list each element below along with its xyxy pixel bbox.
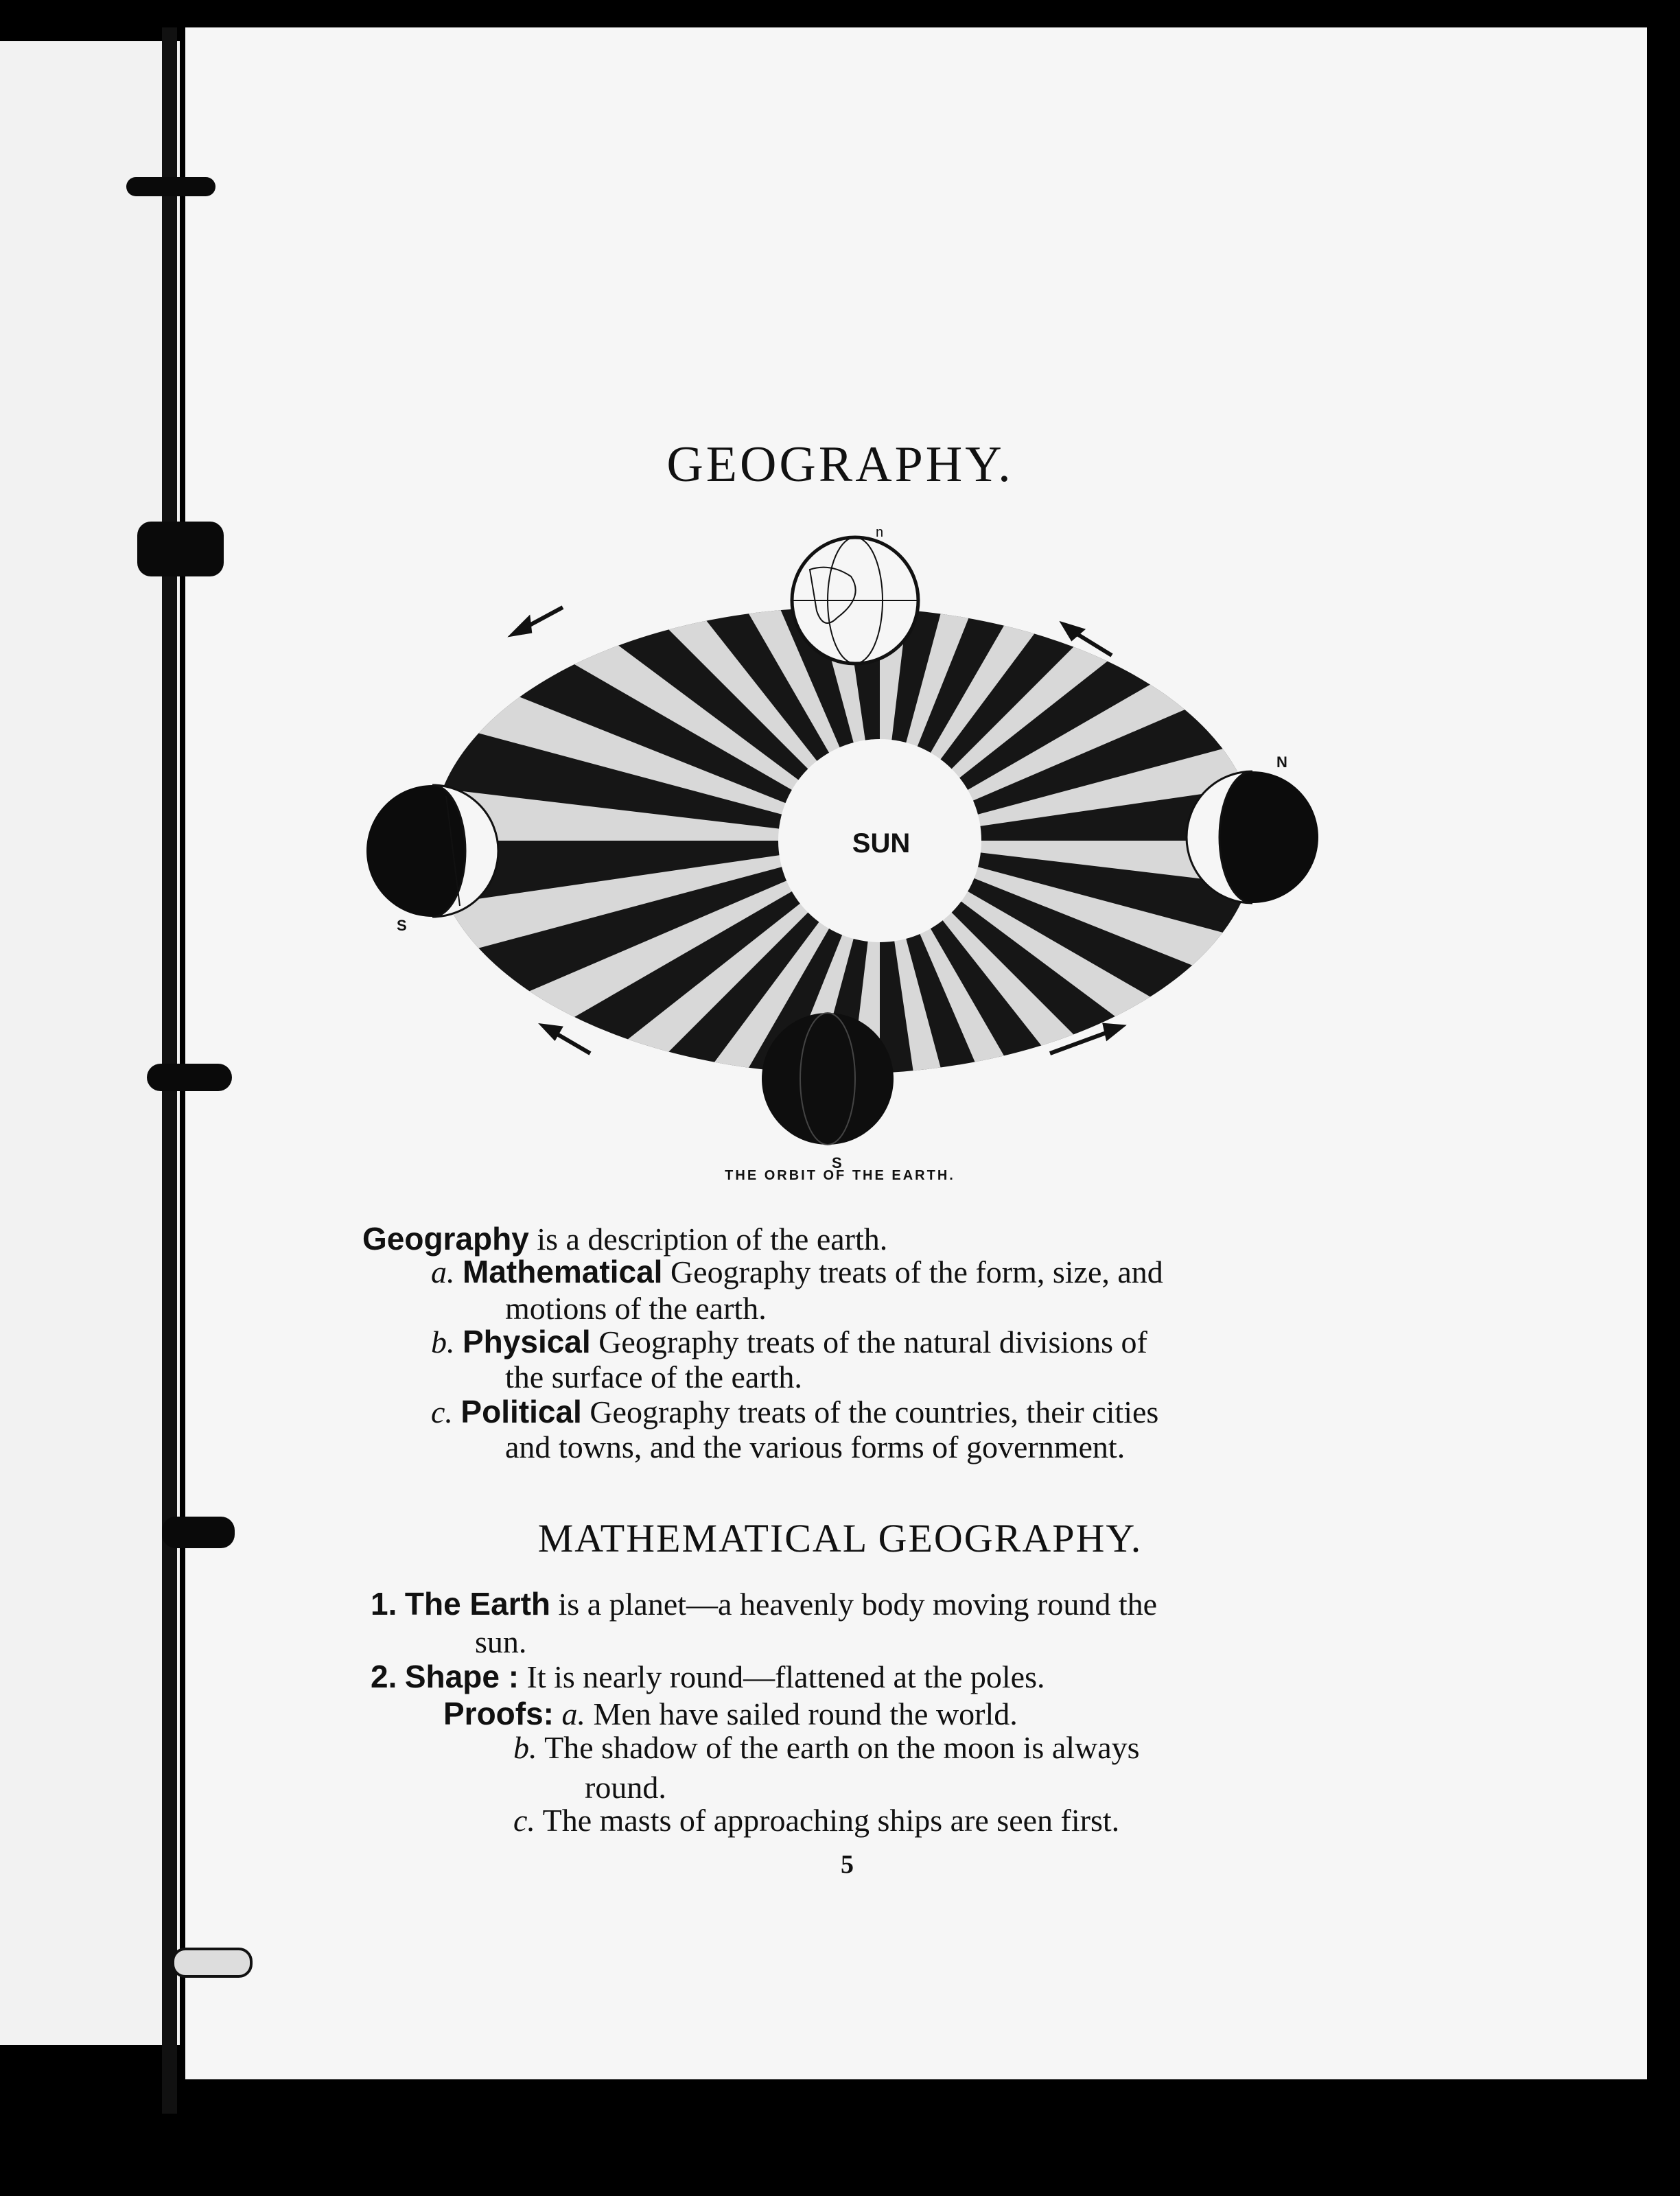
item-text: is a planet—a heavenly body moving round the <box>550 1587 1158 1622</box>
item-text: Geography treats of the form, size, and <box>662 1254 1163 1289</box>
page-title: GEOGRAPHY. <box>666 436 1014 493</box>
north-pole-label: n <box>876 525 884 540</box>
item-text: Geography treats of the natural divisions of <box>590 1324 1147 1359</box>
proof-marker: c. <box>513 1803 535 1838</box>
list-item <box>431 1323 1147 1360</box>
item-term: The Earth <box>404 1586 551 1622</box>
item-number: 2. <box>371 1659 397 1694</box>
proof-marker: b. <box>513 1730 537 1765</box>
item-continuation: motions of the earth. <box>505 1291 767 1326</box>
north-label-right: N <box>1276 754 1287 771</box>
earth-top <box>792 525 918 664</box>
earth-bottom <box>762 1013 894 1171</box>
adjacent-page-edge <box>0 41 180 2045</box>
item-term: Physical <box>463 1324 591 1359</box>
definition-text: is a description of the earth. <box>528 1222 888 1257</box>
item-term: Mathematical <box>463 1254 663 1289</box>
item-marker: c. <box>431 1394 453 1429</box>
earth-orbit-illustration <box>357 522 1331 1180</box>
page-number: 5 <box>841 1850 854 1879</box>
item-marker: b. <box>431 1324 455 1359</box>
sun-label: SUN <box>852 828 911 858</box>
proof-continuation: round. <box>585 1770 666 1805</box>
item-term: Political <box>460 1394 582 1429</box>
item-marker: a. <box>431 1254 455 1289</box>
definition-line <box>362 1220 887 1257</box>
item-continuation: and towns, and the various forms of government. <box>505 1429 1125 1464</box>
proof-text: The shadow of the earth on the moon is always <box>537 1730 1140 1765</box>
figure-caption: THE ORBIT OF THE EARTH. <box>725 1168 955 1183</box>
binding-tie <box>126 177 215 196</box>
definition-term: Geography <box>362 1221 529 1257</box>
item-text: Geography treats of the countries, their cities <box>581 1394 1159 1429</box>
proof-text: Men have sailed round the world. <box>585 1696 1018 1731</box>
item-term: Shape : <box>404 1659 520 1694</box>
section-heading: MATHEMATICAL GEOGRAPHY. <box>537 1516 1143 1561</box>
list-item <box>431 1393 1158 1430</box>
south-label-left: S <box>397 917 407 934</box>
item-number: 1. <box>371 1586 397 1622</box>
numbered-item <box>371 1658 1045 1695</box>
binding-tie <box>147 1064 232 1091</box>
binding-tie <box>137 522 224 576</box>
proof-line <box>443 1695 1018 1732</box>
item-continuation: the surface of the earth. <box>505 1359 802 1394</box>
south-label-bottom: S <box>832 1154 842 1171</box>
proof-line <box>513 1802 1119 1838</box>
proofs-label: Proofs: <box>443 1696 554 1731</box>
numbered-item <box>371 1585 1157 1622</box>
proof-marker: a. <box>561 1696 585 1731</box>
proof-line <box>513 1729 1140 1766</box>
list-item <box>431 1253 1163 1290</box>
proof-text: The masts of approaching ships are seen first. <box>535 1803 1120 1838</box>
binding-tie <box>172 1948 253 1978</box>
item-continuation: sun. <box>475 1624 527 1659</box>
item-text: It is nearly round—flattened at the poles. <box>519 1659 1045 1694</box>
